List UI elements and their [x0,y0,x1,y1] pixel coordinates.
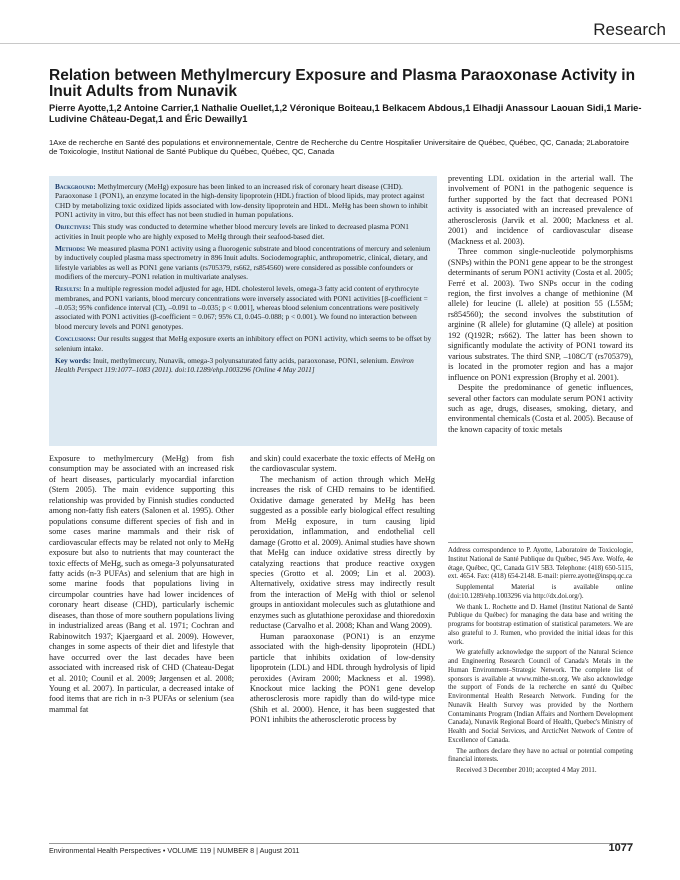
correspondence-note: Address correspondence to P. Ayotte, Laboratoire de Toxicologie, Institut National de Santé Publique du Québec, 945 Ave. Wolfe, 4e étage, Québec, QC, Canada G1V 5B3. Telephone: (418) 650-5115, ext. 4654. Fax: (418) 654-2148. E-mail: pierre.ayotte@inspq.qc.ca [448,547,633,581]
thanks-note: We thank L. Rochette and D. Hamel (Institut National de Santé Publique du Québec) for managing the data base and writing the programs for bootstrap estimation of statistical parameters. We are also grateful to J. Rumen, who provided the initial ideas for this work. [448,603,633,646]
page-number: 1077 [608,842,633,854]
body-paragraph: Despite the predominance of genetic influences, several other factors can modulate serum PON1 activity such as age, drugs, diseases, smoking, dietary, and environmental chemicals (Costa et al. 2005). Because of the known capacity of toxic metals [448,383,633,434]
conclusions-heading: Conclusions: [55,334,96,344]
author-list: Pierre Ayotte,1,2 Antoine Carrier,1 Nathalie Ouellet,1,2 Véronique Boiteau,1 Belkacem Abdous,1 Elhadji Anassour Laouan Sidi,1 Marie-Ludivine Château-Degat,1 and Éric Dewailly1 [49,103,642,124]
conclusions-text: Our results suggest that MeHg exposure exerts an inhibitory effect on PON1 activity, which seems to be offset by selenium intake. [55,334,432,353]
header-rule [0,43,680,44]
methods-text: We measured plasma PON1 activity using a fluorogenic substrate and blood concentrations of mercury and selenium by inductively coupled plasma mass spectrometry in 896 Inuit adults. Sociodemographic, anthropometric, clinical, dietary, and lifestyle variables as well as PON1 gene variants (rs705379, rs662, rs854560) were considered as possible confounders or modifiers of the mercury–PON1 relation in multivariate analyses. [55,244,431,282]
body-paragraph: Exposure to methylmercury (MeHg) from fish consumption may be associated with an increased risk of heart diseases, particularly myocardial infarction (Stern 2005). The main evidence supporting this relationship was provided by Finnish studies conducted among non-fatty fish eaters (Salonen et al. 1995). Other populations consume different species of fish and in some cases marine mammals and their risk of cardiovascular effects may be related not only to MeHg exposure but also to nutrients that may counteract the toxic effects of MeHg, such as omega-3 polyunsaturated fatty acids (n-3 PUFAs) and selenium that are high in some marine foods that populations living in circumpolar countries have had lower incidences of coronary heart disease (CHD), particularly ischemic diseases, than those of more southern populations living in industrialized areas (Bang et al. 1971; Cochran and Rabinowitch 1937; Kjaergaard et al. 2009). However, changes in some aspects of their diet and lifestyle that have occurred over the last decades have been associated with increased risk of CHD (Chateau-Degat et al. 2010; Counil et al. 2009; Jørgensen et al. 2008; Young et al. 2007). In particular, a decreased intake of food items that are rich in n-3 PUFAs or selenium (sea mammal fat [49,454,234,714]
results-text: In a multiple regression model adjusted for age, HDL cholesterol levels, omega-3 fatty acid content of erythrocyte membranes, and PON1 variants, blood mercury concentrations were inversely associated with PON1 activities [β-coefficient = –0.053; 95% confidence interval (CI), –0.091 to –0.035; p < 0.001], whereas blood selenium concentrations were positively associated with PON1 activities (β-coefficient = 0.067; 95% CI, 0.045–0.088; p < 0.001). We found no interaction between blood mercury levels and PON1 genotypes. [55,284,428,331]
received-note: Received 3 December 2010; accepted 4 May 2011. [456,767,597,774]
citation-line: Environ Health Perspect 119:1077–1083 (2011). doi:10.1289/ehp.1003296 [Online 4 May 2011] [55,355,414,375]
keywords-heading: Key words: [55,355,92,365]
body-paragraph: Three common single-nucleotide polymorphisms (SNPs) within the PON1 gene appear to be the strongest determinants of serum PON1 activity (Costa et al. 2005; Ferré et al. 2003). Two SNPs occur in the coding region, the first involves a change of methionine (M allele) for leucine (L allele) at position 55 (L55M; rs854560); the second involves the substitution of arginine (R allele) for glutamine (Q allele) at position 192 (Q192R; rs662). The latter has been shown to significantly modulate the activity of PON1 toward its various substrates. The third SNP, –108C/T (rs705379), is located in the promoter region and has a major influence on PON1 expression (Brophy et al. 2001). [448,247,633,382]
abstract-keywords [55,356,433,375]
section-label: Research [593,20,666,39]
background-heading: Background: [55,182,96,191]
abstract-background [55,182,433,219]
article-title: Relation between Methylmercury Exposure and Plasma Paraoxonase Activity in Inuit Adults from Nunavik [49,67,636,100]
body-paragraph: Human paraoxonase (PON1) is an enzyme associated with the high-density lipoprotein (HDL) particle that inhibits oxidation of low-density lipoprotein (LDL) and HDL through hydrolysis of lipid peroxides (Aviram 2000; Mackness et al. 1998). Knockout mice lacking the PON1 gene develop atherosclerosis more rapidly than do wild-type mice (Shih et al. 2000). Hence, it has been suggested that PON1 inhibits the atherosclerotic process by [250,631,435,725]
abstract-conclusions [55,334,433,353]
notes-rule [448,542,633,543]
keywords-text: Inuit, methylmercury, Nunavik, omega-3 polyunsaturated fatty acids, paraoxonase, PON1, selenium. [92,355,389,365]
body-column-2 [250,454,435,726]
body-paragraph: preventing LDL oxidation in the arterial wall. The involvement of PON1 in the pathogenic sequence is further supported by the fact that decreased PON1 activity is associated with an increased prevalence of atherosclerosis (Jarvik et al. 2000; Mackness et al. 2001) and incidence of cardiovascular disease (Mackness et al. 2003). [448,174,633,246]
article-notes [448,547,633,778]
body-paragraph: and skin) could exacerbate the toxic effects of MeHg on the cardiovascular system. [250,454,435,474]
results-heading: Results: [55,284,82,294]
methods-heading: Methods: [55,244,86,254]
abstract-objectives [55,222,433,241]
background-text: Methylmercury (MeHg) exposure has been linked to an increased risk of coronary heart disease (CHD). Paraoxonase 1 (PON1), an enzyme located in the high-density lipoprotein (HDL) fraction of blood lipids, may protect against CHD by metabolizing toxic oxidized lipids associated with low-density lipoprotein and HDL. MeHg has been shown to inhibit PON1 activity in vitro, but this effect has not been studied in human populations. [55,182,428,220]
body-column-1 [49,454,234,715]
acknowledgment-note: We gratefully acknowledge the support of the Natural Science and Engineering Research Council of Canada's Metals in the Human Environment–Strategic Network. The complete list of sponsors is available at www.mithe-sn.org. We also acknowledge the support of Fonds de la recherche en santé du Québec Environmental Health Research Network. Funding for the Nunavik Health Survey was provided by the Northern Contaminants Program (Indian Affairs and Northern Development Canada), Nunavik Regional Board of Health, Quebec's Ministry of Health and Social Services, and ArcticNet Network of Centre of Excellence of Canada. [448,649,633,744]
objectives-heading: Objectives: [55,222,91,232]
journal-footer: Environmental Health Perspectives • VOLUME 119 | NUMBER 8 | August 2011 [49,846,300,855]
body-paragraph: The mechanism of action through which MeHg increases the risk of CHD remains to be identified. Oxidative damage generated by MeHg has been suggested as a possible early biological effect resulting from MeHg exposure, in turn causing lipid peroxidation, inflammation, and endothelial cell damage (Grotto et al. 2009). Animal studies have shown that MeHg can induce oxidative stress directly by catalyzing reactions that produce reactive oxygen species (Grotto et al. 2009; Lin et al. 2003). Alternatively, oxidative stress may indirectly result from the interaction of MeHg with thiol or selenol groups in antioxidant molecules such as glutathione and enzymes such as glutathione peroxidase and thioredoxin reductase (Carvalho et al. 2008; Khan and Wang 2009). [250,474,435,631]
abstract-results [55,284,433,331]
supplemental-note: Supplemental Material is available online (doi:10.1289/ehp.1003296 via http://dx.doi.org/). [448,584,633,600]
affiliations: 1Axe de recherche en Santé des populations et environnementale, Centre de Recherche du Centre Hospitalier Universitaire de Québec, Québec, QC, Canada; 2Laboratoire de Toxicologie, Institut National de Santé Publique du Québec, Québec, QC, Canada [49,138,630,157]
abstract [55,182,433,378]
footer-rule [49,843,633,844]
competing-interests-note: The authors declare they have no actual or potential competing financial interests. [448,747,633,764]
body-column-3 [448,174,633,435]
objectives-text: This study was conducted to determine whether blood mercury levels are linked to decreased plasma PON1 activities in Inuit people who are highly exposed to MeHg through their seafood-based diet. [55,222,409,241]
abstract-methods [55,244,433,281]
